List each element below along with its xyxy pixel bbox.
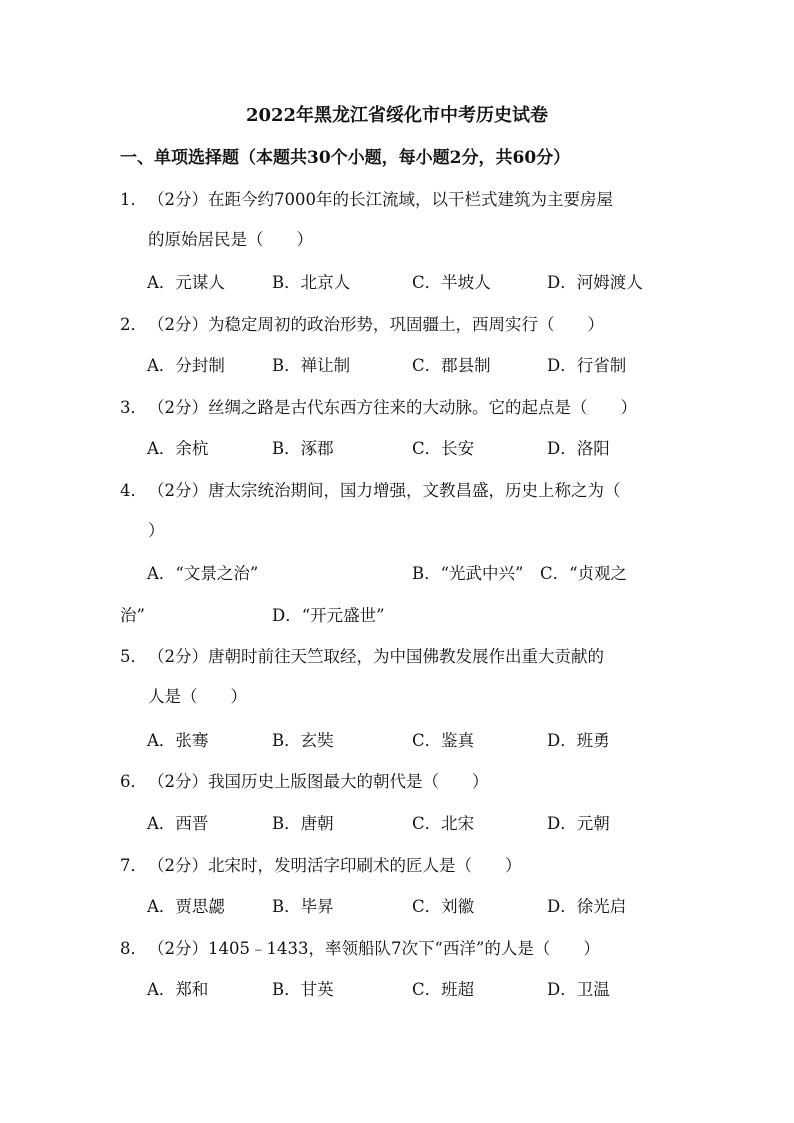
question-number: 5． — [120, 647, 147, 666]
question-7-options — [147, 887, 707, 927]
option-a: A．“文景之治” — [147, 564, 259, 583]
question-1 — [120, 180, 680, 260]
question-1-options — [147, 263, 707, 303]
option-a: A．贾思勰 — [147, 897, 225, 916]
option-b: B．涿郡 — [272, 439, 334, 458]
question-6 — [120, 762, 680, 802]
question-text-continued: 人是（ ） — [148, 687, 247, 706]
question-text: （2分）唐朝时前往天竺取经，为中国佛教发展作出重大贡献的 — [148, 647, 604, 666]
question-text: （2分）1405﹣1433，率领船队7次下“西洋”的人是（ ） — [148, 939, 600, 958]
option-a: A．分封制 — [147, 356, 225, 375]
question-3 — [120, 388, 680, 428]
option-a: A．余杭 — [147, 439, 209, 458]
option-b: B．唐朝 — [272, 814, 334, 833]
option-c-tail: 治” — [120, 606, 145, 625]
question-text: （2分）丝绸之路是古代东西方往来的大动脉。它的起点是（ ） — [148, 398, 637, 417]
question-text: （2分）我国历史上版图最大的朝代是（ ） — [148, 772, 489, 791]
question-5-options — [147, 721, 707, 761]
question-2-options — [147, 346, 707, 386]
option-c: C．北宋 — [412, 814, 475, 833]
option-b: B．甘英 — [272, 980, 334, 999]
option-c: C．长安 — [412, 439, 475, 458]
option-b: B．北京人 — [272, 273, 351, 292]
question-number: 7． — [120, 856, 147, 875]
question-text-continued: 的原始居民是（ ） — [148, 230, 313, 249]
option-d: D．卫温 — [547, 980, 610, 999]
question-3-options — [147, 429, 707, 469]
option-a: A．张骞 — [147, 731, 209, 750]
question-number: 3． — [120, 398, 147, 417]
option-b-c: B．“光武中兴” C．“贞观之 — [412, 564, 628, 583]
option-d: D．“开元盛世” — [272, 606, 385, 625]
question-number: 1． — [120, 190, 147, 209]
question-text-continued: ） — [148, 521, 165, 540]
option-c: C．班超 — [412, 980, 475, 999]
question-6-options — [147, 804, 707, 844]
exam-title: 2022年黑龙江省绥化市中考历史试卷 — [245, 105, 549, 126]
option-b: B．毕昇 — [272, 897, 334, 916]
option-d: D．元朝 — [547, 814, 610, 833]
question-text: （2分）为稳定周初的政治形势，巩固疆土，西周实行（ ） — [148, 315, 604, 334]
question-number: 4． — [120, 481, 147, 500]
option-c: C．郡县制 — [412, 356, 491, 375]
option-b: B．禅让制 — [272, 356, 351, 375]
question-2 — [120, 305, 680, 345]
option-a: A．元谋人 — [147, 273, 225, 292]
question-7 — [120, 846, 680, 886]
question-text: （2分）北宋时，发明活字印刷术的匠人是（ ） — [148, 856, 522, 875]
question-8-options — [147, 970, 707, 1010]
option-d: D．洛阳 — [547, 439, 610, 458]
option-a: A．西晋 — [147, 814, 209, 833]
question-number: 8． — [120, 939, 147, 958]
question-number: 2． — [120, 315, 147, 334]
option-a: A．郑和 — [147, 980, 209, 999]
section-heading: 一、单项选择题（本题共30个小题，每小题2分，共60分） — [120, 148, 571, 168]
question-4 — [120, 471, 680, 551]
question-text: （2分）唐太宗统治期间，国力增强，文教昌盛，历史上称之为（ — [148, 481, 621, 500]
option-d: D．行省制 — [547, 356, 627, 375]
question-number: 6． — [120, 772, 147, 791]
question-8 — [120, 929, 680, 969]
option-b: B．玄奘 — [272, 731, 334, 750]
question-text: （2分）在距今约7000年的长江流域，以干栏式建筑为主要房屋 — [148, 190, 613, 209]
option-d: D．河姆渡人 — [547, 273, 643, 292]
option-c: C．刘徽 — [412, 897, 475, 916]
option-c: C．鉴真 — [412, 731, 475, 750]
option-c: C．半坡人 — [412, 273, 491, 292]
option-d: D．徐光启 — [547, 897, 627, 916]
question-5 — [120, 637, 680, 717]
option-d: D．班勇 — [547, 731, 610, 750]
